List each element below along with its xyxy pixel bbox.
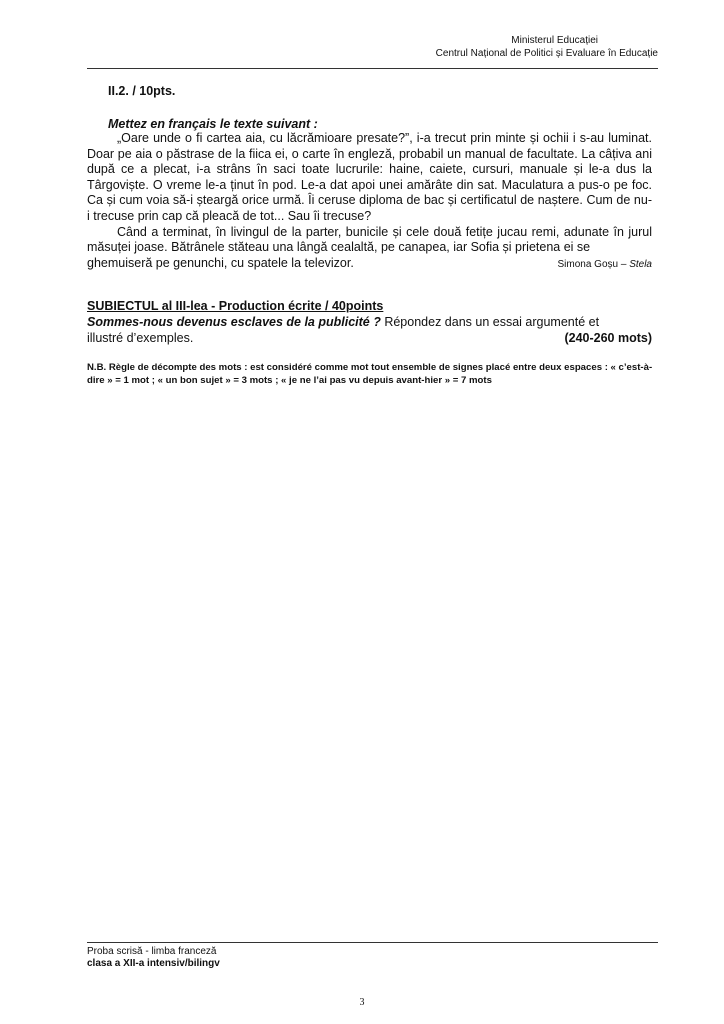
footer-rule <box>87 942 658 943</box>
passage-paragraph-2: Când a terminat, în livingul de la parter, bunicile și cele două fetițe jucau remi, adunate în jurul măsuței joase. Bătrânele stăteau una lângă cealaltă, pe canapea, iar Sofia și prietena ei se <box>87 224 652 255</box>
essay-instruction-end: illustré d’exemples. <box>87 330 194 345</box>
subject-heading: SUBIECTUL al III-lea - Production écrite / 40points <box>87 299 384 313</box>
prompt-line-1 <box>87 315 652 331</box>
page-header <box>87 34 658 60</box>
page-footer <box>87 946 220 970</box>
header-ministry: Ministerul Educației <box>511 35 598 46</box>
page-number: 3 <box>359 997 365 1008</box>
section-title: II.2. / 10pts. <box>108 84 176 98</box>
passage-last-line <box>87 256 652 273</box>
prompt-line-2 <box>87 331 652 347</box>
word-count-rule-note: N.B. Règle de décompte des mots : est considéré comme mot tout ensemble de signes placé entre deux espaces : « c’est-à-dire » = 1 mot ; « un bon sujet » = 3 mots ; « je ne l’ai pas vu depuis avant-hier » = 7 mots <box>87 362 653 386</box>
header-center: Centrul Național de Politici și Evaluare în Educație <box>435 48 658 59</box>
footer-exam-name: Proba scrisă - limba franceză <box>87 946 217 957</box>
header-rule <box>87 68 658 69</box>
essay-question: Sommes-nous devenus esclaves de la publicité ? <box>87 315 381 329</box>
attribution-author: Simona Goșu – <box>557 258 630 270</box>
attribution-work: Stela <box>629 258 652 270</box>
essay-prompt <box>87 315 652 346</box>
source-passage <box>87 131 652 272</box>
essay-instruction: Répondez dans un essai argumenté et <box>380 315 600 329</box>
passage-paragraph-1: „Oare unde o fi cartea aia, cu lăcrămioare presate?”, i-a trecut prin minte și ochii i s-au luminat. Doar pe aia o păstrase de la fiica ei, o carte în engleză, probabil un manual de facultate. La câțiva ani după ce a plecat, i-a strâns în saci toate lucrurile: haine, caiete, cursuri, manuale și le-a dus la Târgoviște. O vreme le-a ținut în pod. Le-a dat apoi unei amărâte din sat. Maculatura a pus-o pe foc. Ca și cum voia să-i șteargă orice urmă. Îi ceruse diploma de bac și certificatul de naștere. Cum de nu-i trecuse prin cap că pleacă de tot... Sau îi trecuse? <box>87 131 652 223</box>
passage-paragraph-2-end: ghemuiseră pe genunchi, cu spatele la televizor. <box>87 255 354 270</box>
footer-class: clasa a XII-a intensiv/bilingv <box>87 958 220 969</box>
translation-instruction: Mettez en français le texte suivant : <box>108 117 318 131</box>
word-count-requirement: (240-260 mots) <box>564 330 652 345</box>
passage-attribution <box>557 257 652 273</box>
